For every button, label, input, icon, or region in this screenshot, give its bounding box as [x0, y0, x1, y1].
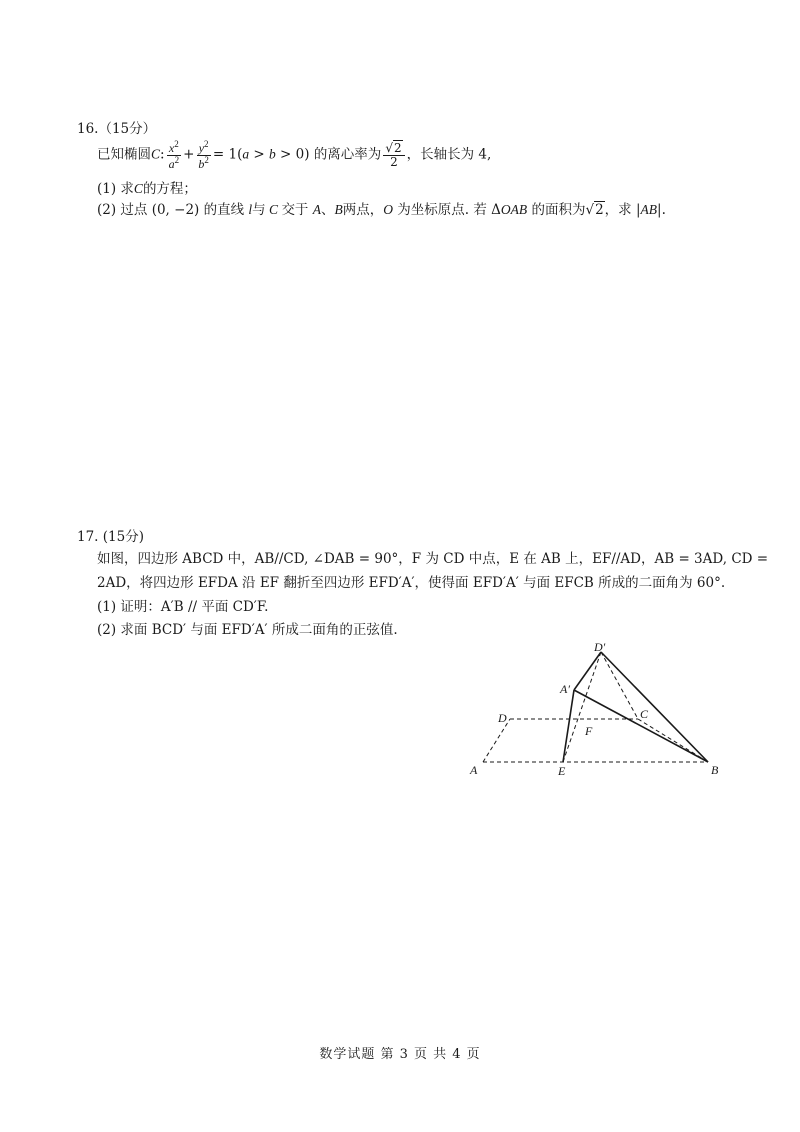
q16-part2-e: 为坐标原点. 若 — [397, 202, 487, 218]
q17-part2: (2) 求面 BCD′ 与面 EFD′A′ 所成二面角的正弦值. — [97, 622, 398, 638]
edge-D-prime-C — [601, 652, 638, 719]
folded-quadrilateral-figure — [460, 640, 740, 790]
label-E: E — [558, 764, 566, 778]
q16-part2-d: 两点， — [342, 202, 384, 218]
q16-stem-mid: 的离心率为 — [313, 146, 382, 163]
q17-line2: 2AD，将四边形 EFDA 沿 EF 翻折至四边形 EFD′A′，使得面 EFD′A′ 与面 EFCB 所成的二面角为 60°. — [97, 575, 726, 591]
q16-part1-prefix: (1) 求 — [97, 181, 134, 197]
edge-A-prime-D-prime — [574, 652, 601, 690]
label-A-prime: A′ — [560, 682, 570, 696]
q16-header: 16.（15分） — [77, 121, 157, 137]
edge-D-prime-B — [601, 652, 708, 762]
q16-part2-h: |. — [657, 202, 666, 218]
label-C: C — [640, 707, 649, 721]
page-footer: 数学试题 第 3 页 共 4 页 — [319, 1047, 481, 1062]
q16-stem-prefix: 已知椭圆 — [97, 146, 151, 163]
edge-A-prime-B — [574, 690, 708, 762]
q16-part2-c: 交于 — [281, 202, 309, 218]
q16-stem-suffix: ，长轴长为 4, — [406, 146, 492, 163]
label-A: A — [470, 763, 478, 777]
q16-part2-g: ，求 | — [604, 202, 641, 218]
edge-ED-prime — [563, 652, 601, 762]
q16-part2-b: 与 — [252, 202, 266, 218]
edge-EA-prime — [563, 690, 574, 762]
q16-part1: (1) 求C的方程； — [97, 181, 197, 197]
edge-AD — [483, 719, 510, 762]
q16-part1-suffix: 的方程； — [142, 181, 197, 197]
label-D: D — [498, 711, 507, 725]
label-F: F — [585, 724, 593, 738]
label-B: B — [711, 763, 719, 777]
q16-part2-f: 的面积为 — [531, 202, 586, 218]
label-D-prime: D′ — [594, 640, 606, 654]
q16-part2: (2) 过点 (0, −2) 的直线 l与 C 交于 A、B两点，O 为坐标原点. 若 ΔOAB 的面积为√2，求 |AB|. — [97, 202, 666, 218]
q16-stem: 已知椭圆C: $\frac{x^2}{a^2}$ + $\frac{y^2}{b^2}$ = 1(a > b > 0) 的离心率为 $\frac{√2}{2}$ ，长轴长为 4, — [97, 139, 492, 171]
q17-line1: 如图，四边形 ABCD 中，AB//CD, ∠DAB = 90°，F 为 CD 中点，E 在 AB 上，EF//AD，AB = 3AD, CD = — [97, 551, 769, 567]
q17-header: 17. (15分) — [77, 529, 144, 545]
q16-part2-a: (2) 过点 (0, −2) 的直线 — [97, 202, 245, 218]
q17-part1: (1) 证明：A′B // 平面 CD′F. — [97, 599, 269, 615]
